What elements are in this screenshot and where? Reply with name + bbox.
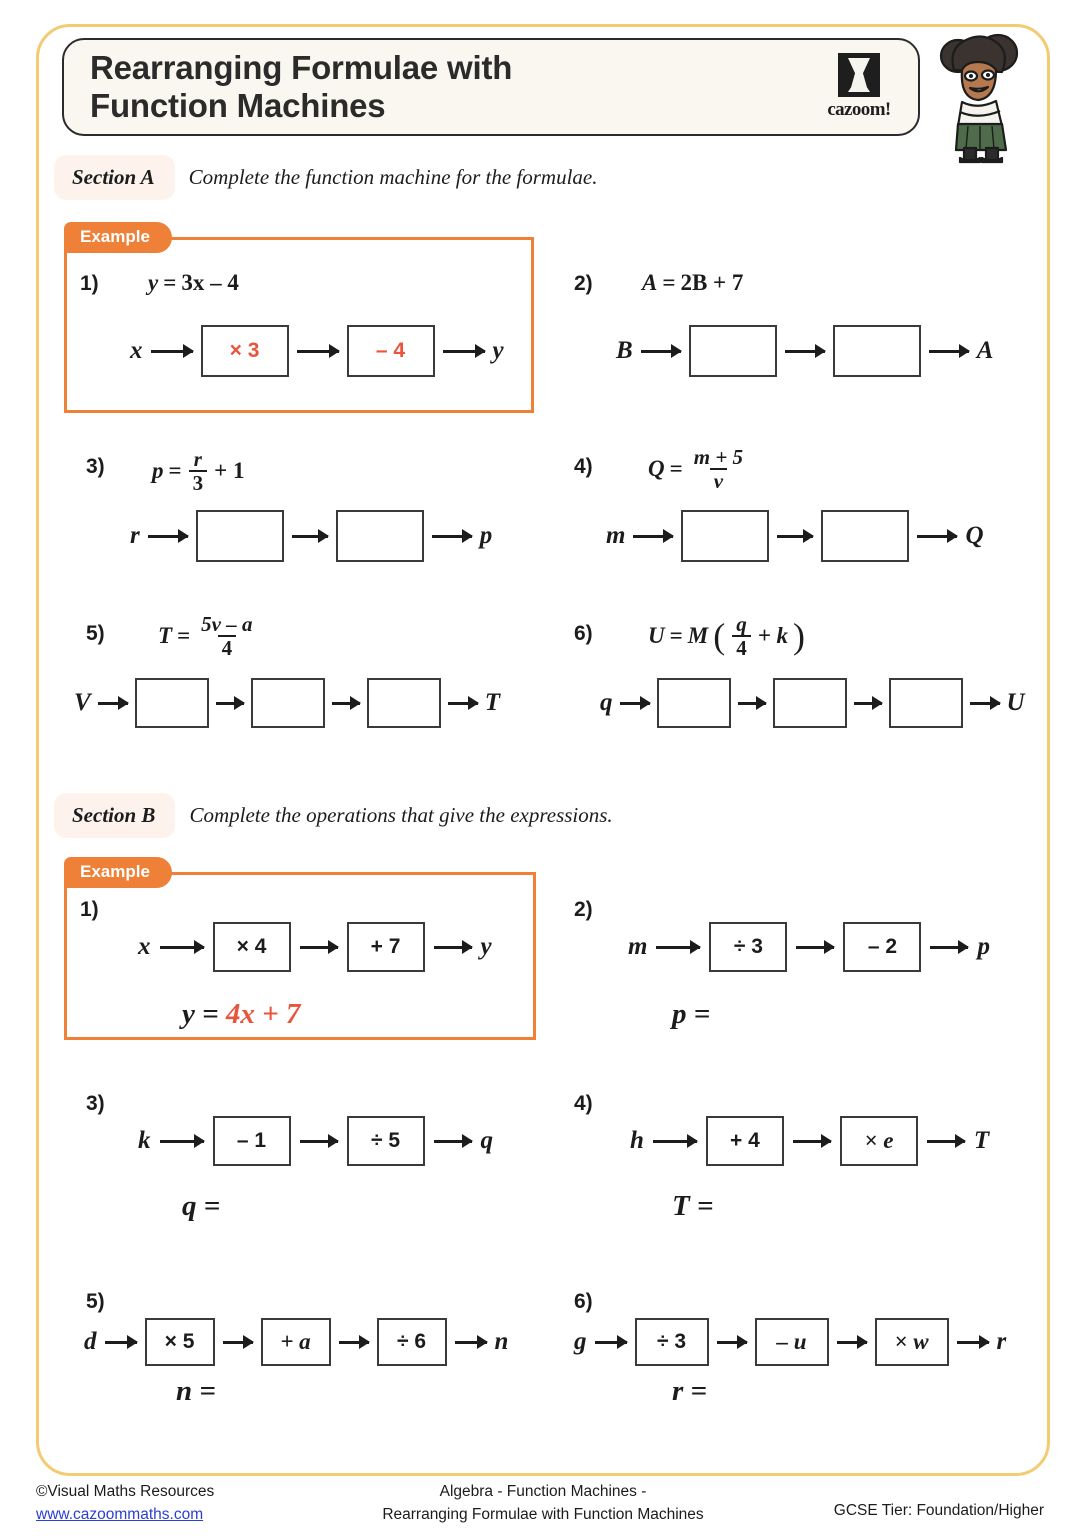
problem-a3-number: 3) bbox=[86, 455, 105, 478]
problem-b1-machine bbox=[138, 922, 492, 972]
problem-b4-number: 4) bbox=[574, 1092, 593, 1115]
problem-a5-formula: T = $\frac{5v - a}{4}$ bbox=[158, 613, 259, 660]
problem-b4-input: h bbox=[630, 1127, 644, 1154]
arrow-icon bbox=[793, 1140, 831, 1143]
problem-b2-machine bbox=[628, 922, 990, 972]
footer-copyright: ©Visual Maths Resources bbox=[36, 1483, 215, 1500]
problem-a2-number: 2) bbox=[574, 272, 593, 295]
problem-b2-answer-label: p = bbox=[672, 998, 711, 1030]
problem-b5-answer bbox=[176, 1375, 216, 1408]
problem-a6-input: q bbox=[600, 689, 613, 716]
problem-a5-output: T bbox=[484, 689, 500, 716]
section-b-header bbox=[54, 793, 613, 838]
arrow-icon bbox=[339, 1341, 369, 1344]
problem-b5-box-3[interactable]: ÷ 6 bbox=[377, 1318, 447, 1366]
arrow-icon bbox=[160, 946, 204, 949]
cazoom-wordmark: cazoom! bbox=[827, 99, 891, 120]
problem-b2-box-1[interactable]: ÷ 3 bbox=[709, 922, 787, 972]
problem-b5-box-1[interactable]: × 5 bbox=[145, 1318, 215, 1366]
arrow-icon bbox=[854, 702, 882, 705]
problem-b6-number: 6) bbox=[574, 1290, 593, 1313]
problem-b2-box-2[interactable]: – 2 bbox=[843, 922, 921, 972]
title-banner bbox=[62, 38, 920, 136]
problem-a2-formula: A = 2B + 7 bbox=[642, 270, 744, 295]
problem-a3-formula: p = $\frac{r}{3}$ + 1 bbox=[152, 447, 245, 496]
problem-b6-machine bbox=[574, 1318, 1006, 1366]
arrow-icon bbox=[432, 535, 472, 538]
problem-a4-formula: Q = $\frac{m + 5}{v}$ bbox=[648, 446, 749, 493]
problem-a3-box-2[interactable] bbox=[336, 510, 424, 562]
problem-a2-output: A bbox=[976, 337, 994, 364]
arrow-icon bbox=[223, 1341, 253, 1344]
problem-a6-box-1[interactable] bbox=[657, 678, 731, 728]
problem-a4-output: Q bbox=[965, 522, 984, 549]
page-footer bbox=[0, 1478, 1086, 1536]
arrow-icon bbox=[620, 702, 650, 705]
arrow-icon bbox=[98, 702, 128, 705]
problem-b1-number: 1) bbox=[80, 898, 99, 921]
arrow-icon bbox=[653, 1140, 697, 1143]
problem-a6-box-3[interactable] bbox=[889, 678, 963, 728]
problem-b1-answer bbox=[182, 998, 300, 1031]
section-b-example-tab: Example bbox=[64, 857, 172, 888]
problem-b3-machine bbox=[138, 1116, 493, 1166]
problem-b5-output: n bbox=[494, 1328, 509, 1355]
arrow-icon bbox=[927, 1140, 965, 1143]
arrow-icon bbox=[148, 535, 188, 538]
problem-a6-formula: U = M ( $\frac{q}{4}$ + k ) bbox=[648, 612, 806, 661]
problem-a2-input: B bbox=[616, 337, 633, 364]
student-mascot-illustration bbox=[930, 26, 1028, 166]
problem-b4-box-1[interactable]: + 4 bbox=[706, 1116, 784, 1166]
arrow-icon bbox=[332, 702, 360, 705]
problem-a5-input: V bbox=[74, 689, 91, 716]
problem-a1-number: 1) bbox=[80, 272, 99, 295]
problem-b5-machine bbox=[84, 1318, 508, 1366]
problem-b4-answer bbox=[672, 1190, 714, 1223]
arrow-icon bbox=[738, 702, 766, 705]
arrow-icon bbox=[434, 946, 472, 949]
arrow-icon bbox=[455, 1341, 487, 1344]
problem-b6-box-2[interactable]: – u bbox=[755, 1318, 829, 1366]
problem-a6-machine bbox=[600, 678, 1025, 728]
problem-b5-number: 5) bbox=[86, 1290, 105, 1313]
problem-b1-answer-value[interactable]: 4x + 7 bbox=[225, 998, 301, 1030]
problem-b3-output: q bbox=[480, 1127, 493, 1154]
arrow-icon bbox=[151, 350, 193, 353]
problem-b1-box-2[interactable]: + 7 bbox=[347, 922, 425, 972]
arrow-icon bbox=[216, 702, 244, 705]
arrow-icon bbox=[105, 1341, 137, 1344]
problem-a2-box-1[interactable] bbox=[689, 325, 777, 377]
problem-b2-input: m bbox=[628, 933, 648, 960]
arrow-icon bbox=[292, 535, 328, 538]
problem-a5-number: 5) bbox=[86, 622, 105, 645]
arrow-icon bbox=[837, 1341, 867, 1344]
problem-b6-answer-label: r = bbox=[672, 1375, 708, 1407]
problem-b4-machine bbox=[630, 1116, 989, 1166]
problem-a1-machine bbox=[130, 325, 504, 377]
problem-b5-box-2[interactable]: + a bbox=[261, 1318, 331, 1366]
arrow-icon bbox=[448, 702, 478, 705]
section-b-label: Section B bbox=[54, 793, 175, 838]
problem-b1-input: x bbox=[138, 933, 151, 960]
section-a-instruction: Complete the function machine for the formulae. bbox=[188, 165, 598, 189]
problem-a6-output: U bbox=[1006, 689, 1025, 716]
problem-a3-input: r bbox=[130, 522, 140, 549]
problem-a4-box-2[interactable] bbox=[821, 510, 909, 562]
problem-a5-machine bbox=[74, 678, 500, 728]
problem-b5-answer-label: n = bbox=[176, 1375, 216, 1407]
problem-b3-input: k bbox=[138, 1127, 151, 1154]
problem-b2-answer bbox=[672, 998, 710, 1031]
problem-b6-box-1[interactable]: ÷ 3 bbox=[635, 1318, 709, 1366]
close-paren: ) bbox=[793, 616, 806, 657]
footer-website-link[interactable]: www.cazoommaths.com bbox=[36, 1506, 204, 1524]
problem-a4-fraction: $\frac{m + 5}{v}$ bbox=[693, 445, 744, 494]
problem-b6-input: g bbox=[574, 1328, 587, 1355]
problem-b3-number: 3) bbox=[86, 1092, 105, 1115]
problem-a1-input: x bbox=[130, 337, 143, 364]
arrow-icon bbox=[796, 946, 834, 949]
arrow-icon bbox=[300, 946, 338, 949]
section-a-header bbox=[54, 155, 598, 200]
cazoom-hourglass-icon bbox=[838, 53, 880, 97]
arrow-icon bbox=[641, 350, 681, 353]
arrow-icon bbox=[970, 702, 1000, 705]
section-b-instruction: Complete the operations that give the expressions. bbox=[189, 803, 613, 827]
problem-a5-fraction: $\frac{5v - a}{4}$ bbox=[201, 612, 253, 661]
problem-a3-box-1[interactable] bbox=[196, 510, 284, 562]
problem-a5-box-2[interactable] bbox=[251, 678, 325, 728]
problem-a1-formula: y = 3x – 4 bbox=[148, 270, 239, 295]
page-title bbox=[90, 49, 512, 124]
problem-b2-number: 2) bbox=[574, 898, 593, 921]
problem-b5-input: d bbox=[84, 1328, 97, 1355]
problem-b1-box-1[interactable]: × 4 bbox=[213, 922, 291, 972]
problem-b3-answer bbox=[182, 1190, 220, 1223]
problem-a2-machine bbox=[616, 325, 993, 377]
problem-b4-output: T bbox=[973, 1127, 990, 1154]
problem-a4-machine bbox=[606, 510, 984, 562]
arrow-icon bbox=[785, 350, 825, 353]
problem-b3-box-1[interactable]: – 1 bbox=[213, 1116, 291, 1166]
problem-a1-output: y bbox=[492, 337, 504, 364]
footer-tier: GCSE Tier: Foundation/Higher bbox=[833, 1502, 1044, 1519]
problem-b1-answer-label: y = bbox=[182, 998, 219, 1030]
arrow-icon bbox=[930, 946, 968, 949]
problem-a1-box-2[interactable]: – 4 bbox=[347, 325, 435, 377]
problem-b1-output: y bbox=[480, 933, 492, 960]
problem-b4-answer-label: T = bbox=[672, 1190, 714, 1222]
problem-a6-number: 6) bbox=[574, 622, 593, 645]
arrow-icon bbox=[957, 1341, 989, 1344]
title-line-1: Rearranging Formulae with bbox=[90, 49, 513, 87]
problem-a3-fraction: $\frac{r}{3}$ bbox=[189, 448, 208, 495]
arrow-icon bbox=[434, 1140, 472, 1143]
footer-topic-line-1: Algebra - Function Machines - bbox=[439, 1483, 647, 1500]
problem-a6-fraction: $\frac{q}{4}$ bbox=[732, 613, 751, 660]
problem-a3-output: p bbox=[479, 522, 493, 549]
footer-topic-line-2: Rearranging Formulae with Function Machines bbox=[382, 1506, 704, 1524]
problem-a5-box-1[interactable] bbox=[135, 678, 209, 728]
arrow-icon bbox=[717, 1341, 747, 1344]
arrow-icon bbox=[443, 350, 485, 353]
problem-a4-number: 4) bbox=[574, 455, 593, 478]
cazoom-logo bbox=[816, 53, 902, 121]
problem-b4-box-2[interactable]: × e bbox=[840, 1116, 918, 1166]
problem-a4-box-1[interactable] bbox=[681, 510, 769, 562]
title-line-2: Function Machines bbox=[90, 87, 386, 124]
problem-a2-box-2[interactable] bbox=[833, 325, 921, 377]
arrow-icon bbox=[160, 1140, 204, 1143]
arrow-icon bbox=[917, 535, 957, 538]
problem-a5-box-3[interactable] bbox=[367, 678, 441, 728]
arrow-icon bbox=[595, 1341, 627, 1344]
problem-b2-output: p bbox=[977, 933, 990, 960]
problem-a3-machine bbox=[130, 510, 492, 562]
problem-a1-box-1[interactable]: × 3 bbox=[201, 325, 289, 377]
arrow-icon bbox=[297, 350, 339, 353]
arrow-icon bbox=[300, 1140, 338, 1143]
section-a-label: Section A bbox=[54, 155, 175, 200]
arrow-icon bbox=[777, 535, 813, 538]
arrow-icon bbox=[633, 535, 673, 538]
problem-a4-input: m bbox=[606, 522, 626, 549]
problem-b3-answer-label: q = bbox=[182, 1190, 221, 1222]
section-a-example-tab: Example bbox=[64, 222, 172, 253]
problem-b6-output: r bbox=[996, 1328, 1007, 1355]
problem-b6-box-3[interactable]: × w bbox=[875, 1318, 949, 1366]
arrow-icon bbox=[656, 946, 700, 949]
open-paren: ( bbox=[713, 616, 726, 657]
problem-a6-box-2[interactable] bbox=[773, 678, 847, 728]
arrow-icon bbox=[929, 350, 969, 353]
problem-b3-box-2[interactable]: ÷ 5 bbox=[347, 1116, 425, 1166]
problem-b6-answer bbox=[672, 1375, 707, 1408]
